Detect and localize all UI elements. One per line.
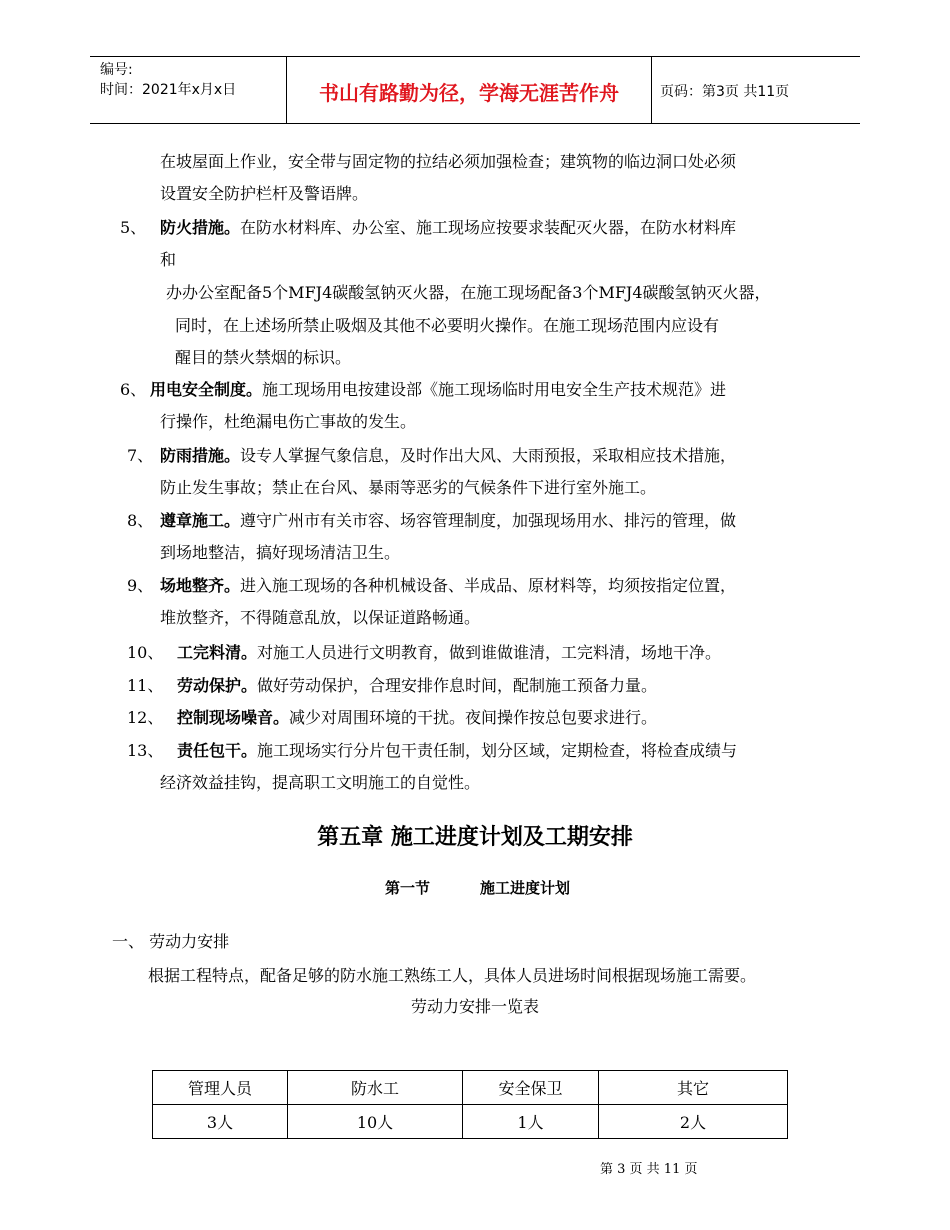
item-keyword: 防火措施。 <box>160 218 241 237</box>
header-page-info: 页码：第3页 共11页 <box>660 84 790 100</box>
body-line: 设置安全防护栏杆及警语牌。 <box>160 184 369 203</box>
body-line: 在坡屋面上作业，安全带与固定物的拉结必须加强检查；建筑物的临边洞口处必须 <box>160 152 737 171</box>
item-keyword: 控制现场噪音。 <box>177 708 290 727</box>
section-number: 第一节 <box>385 879 431 897</box>
item-text: 做好劳动保护，合理安排作息时间，配制施工预备力量。 <box>257 676 658 695</box>
page-footer: 第 3 页 共 11 页 <box>600 1162 698 1177</box>
item-number: 9、 <box>127 576 154 595</box>
sub-heading: 一、 劳动力安排 <box>112 932 230 951</box>
list-item <box>160 511 736 531</box>
table-header-cell: 管理人员 <box>153 1071 288 1105</box>
body-line: 防止发生事故；禁止在台风、暴雨等恶劣的气候条件下进行室外施工。 <box>160 478 657 497</box>
list-item <box>160 576 736 596</box>
item-number: 7、 <box>127 446 154 465</box>
item-text: 遵守广州市有关市容、场容管理制度，加强现场用水、排污的管理，做 <box>240 511 737 530</box>
item-number: 12、 <box>127 708 164 727</box>
header-motto: 书山有路勤为径，学海无涯苦作舟 <box>319 81 619 105</box>
header-meta <box>100 60 236 100</box>
item-text: 在防水材料库、办公室、施工现场应按要求装配灭火器，在防水材料库 <box>240 218 737 237</box>
labor-table <box>152 1070 788 1139</box>
item-keyword: 遵章施工。 <box>160 511 241 530</box>
item-number: 11、 <box>127 676 164 695</box>
item-number: 5、 <box>120 218 147 237</box>
table-header-cell: 安全保卫 <box>463 1071 599 1105</box>
item-number: 10、 <box>127 643 164 662</box>
item-text: 对施工人员进行文明教育，做到谁做谁清，工完料清，场地干净。 <box>257 643 722 662</box>
list-item <box>150 380 726 400</box>
table-header-cell: 防水工 <box>288 1071 463 1105</box>
list-item <box>160 446 736 466</box>
body-line: 到场地整洁，搞好现场清洁卫生。 <box>160 543 401 562</box>
serial-label: 编号: <box>100 62 133 78</box>
table-row <box>153 1105 788 1139</box>
list-item <box>177 708 657 728</box>
item-keyword: 劳动保护。 <box>177 676 258 695</box>
item-text: 施工现场实行分片包干责任制，划分区域，定期检查，将检查成绩与 <box>257 741 738 760</box>
table-cell: 2人 <box>599 1105 788 1139</box>
body-line: 堆放整齐，不得随意乱放，以保证道路畅通。 <box>160 608 481 627</box>
item-number: 6、 <box>120 380 147 399</box>
item-keyword: 责任包干。 <box>177 741 258 760</box>
item-keyword: 用电安全制度。 <box>150 380 263 399</box>
item-keyword: 工完料清。 <box>177 643 258 662</box>
item-text: 减少对周围环境的干扰。夜间操作按总包要求进行。 <box>289 708 658 727</box>
item-text: 设专人掌握气象信息，及时作出大风、大雨预报，采取相应技术措施， <box>240 446 737 465</box>
body-line: 办办公室配备5个MFJ4碳酸氢钠灭火器，在施工现场配备3个MFJ4碳酸氢钠灭火器， <box>166 283 771 302</box>
body-line: 经济效益挂钩，提高职工文明施工的自觉性。 <box>160 773 481 792</box>
table-header-row <box>153 1071 788 1105</box>
page-header <box>90 56 860 124</box>
list-item <box>177 676 657 696</box>
body-line: 和 <box>160 250 177 269</box>
table-cell: 1人 <box>463 1105 599 1139</box>
table-header-cell: 其它 <box>599 1071 788 1105</box>
list-item <box>177 643 721 663</box>
table-title: 劳动力安排一览表 <box>410 997 539 1016</box>
item-number: 13、 <box>127 741 164 760</box>
item-keyword: 场地整齐。 <box>160 576 241 595</box>
list-item <box>160 218 736 238</box>
section-title: 施工进度计划 <box>480 879 571 897</box>
item-keyword: 防雨措施。 <box>160 446 241 465</box>
table-cell: 10人 <box>288 1105 463 1139</box>
item-number: 8、 <box>127 511 154 530</box>
body-line: 同时，在上述场所禁止吸烟及其他不必要明火操作。在施工现场范围内应设有 <box>175 316 720 335</box>
item-text: 进入施工现场的各种机械设备、半成品、原材料等，均须按指定位置， <box>240 576 737 595</box>
chapter-title: 第五章 施工进度计划及工期安排 <box>317 825 633 850</box>
body-line: 根据工程特点，配备足够的防水施工熟练工人，具体人员进场时间根据现场施工需要。 <box>148 966 757 985</box>
body-line: 行操作，杜绝漏电伤亡事故的发生。 <box>160 412 417 431</box>
list-item <box>177 741 737 761</box>
header-divider <box>651 57 652 123</box>
body-line: 醒目的禁火禁烟的标识。 <box>175 348 352 367</box>
time-label: 时间：2021年x月x日 <box>100 82 237 98</box>
item-text: 施工现场用电按建设部《施工现场临时用电安全生产技术规范》进 <box>262 380 727 399</box>
table-cell: 3人 <box>153 1105 288 1139</box>
